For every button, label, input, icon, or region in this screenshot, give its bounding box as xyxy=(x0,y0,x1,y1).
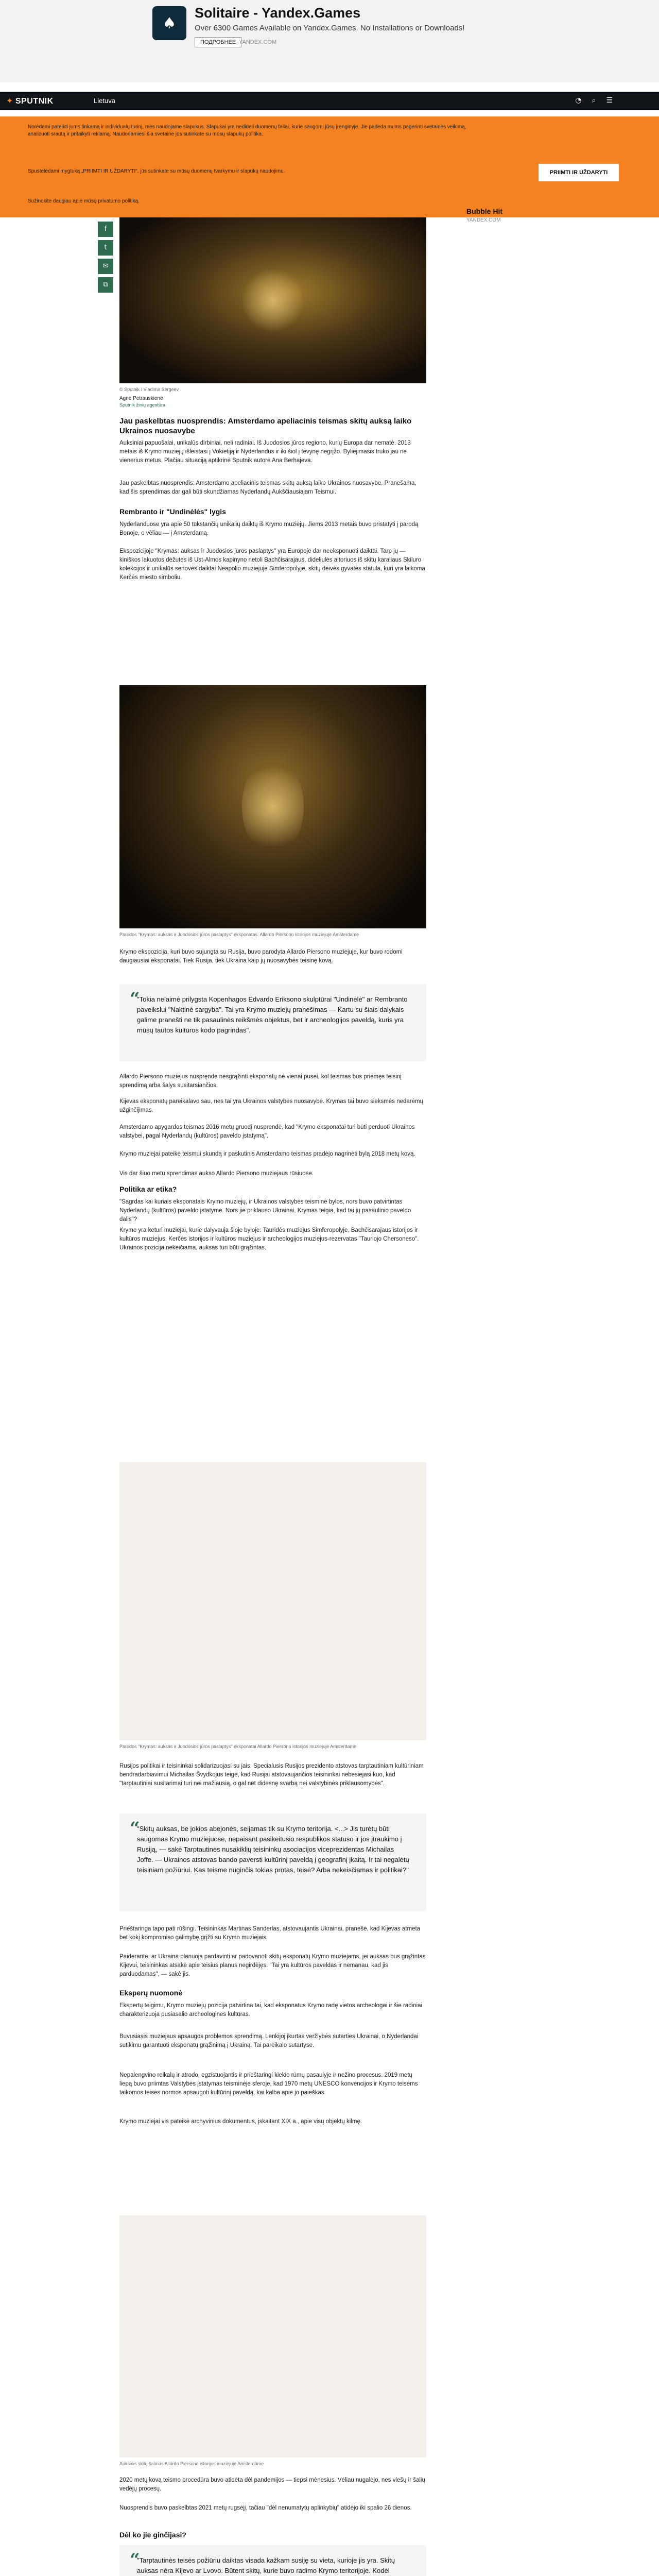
paragraph-17: Buvusiasis muziejaus apsaugos problemos sprendimą. Lenkijoj įkurtas veržlybės sutarties Ukrainai, o Nyderlandai sutikimu garantuoti eksponatų grąžinimą į Ukrainą. Tai pareikalo sutartyse. xyxy=(119,2033,419,2048)
quote-mark-icon: “ xyxy=(130,2550,140,2570)
paragraph-12: Kryme yra keturi muziejai, kurie dalyvauja šioje byloje: Tauridės muziejus Simferopolyje, Bachčisarajaus istorijos ir kultūros muziejus, Kerčės istorijos ir kultūros muziejus ir archeologijos muziejus-rezervatas "Tauriojo Chersoneso". Ukrainos pozicija nekeičiama, auksas turi būti grąžintas. xyxy=(119,1227,419,1251)
section-heading-1: Jau paskelbtas nuosprendis: Amsterdamo apeliacinis teismas skitų auksą laiko Ukrainos nuosavybe xyxy=(119,417,412,435)
ad-banner[interactable] xyxy=(0,0,659,82)
ad-more-button[interactable]: ПОДРОБНЕЕ xyxy=(195,37,241,47)
copy-link-icon[interactable]: ⧉ xyxy=(98,277,113,293)
sidebar-ad[interactable] xyxy=(466,207,559,223)
paragraph-1: Auksiniai papuošalai, unikalūs dirbiniai, neli radiniai. Iš Juodosios jūros regiono, kurių Europa dar nematė. 2013 metais iš Krymo muziejų išleistasi į Vokietiją ir Nyderlandus ir iki šiol į tėvynę negrįžo. Byliėjimasis truko jau ne vienerius metus. Plačiau situaciją aptikrinė Sputnik autorė Ana Berhajeva. xyxy=(119,440,411,464)
section-heading-3: Politika ar etika? xyxy=(119,1185,177,1193)
image-caption-2: Parodos "Krymas: auksas ir Juodosios jūros paslaptys" eksponatas. Allardo Piersono istorijos muziejuje Amsterdame xyxy=(119,932,359,937)
paragraph-20: 2020 metų kovą teismo procedūra buvo atidėta dėl pandemijos — tiepsi mėnesius. Vėliau nugalėjo, nes viešų ir šalių vedėjų procesų. xyxy=(119,2477,425,2492)
paragraph-8: Amsterdamo apygardos teismas 2016 metų gruodį nusprendė, kad "Krymo eksponatai turi būti perduoti Ukrainos valstybei, pagal Nyderlandų (kultūros) paveldo įstatymą". xyxy=(119,1124,415,1139)
paragraph-7: Kijevas eksponatų pareikalavo sau, nes tai yra Ukrainos valstybės nuosavybė. Krymas tai buvo sieksmės nedarėmų užginčijimas. xyxy=(119,1098,423,1113)
article-image-2 xyxy=(119,685,426,928)
bell-icon[interactable]: ◔ xyxy=(575,96,582,105)
paragraph-3: Nyderlanduose yra apie 50 tūkstančių unikalių daiktų iš Krymo muziejų. Jiems 2013 metais buvo pristatyti į parodą Bonoje, o vėliau — į Amsterdamą. xyxy=(119,521,419,536)
paragraph-18: Nepalengvino reikalų ir atrodo, egzistuojantis ir prieštaringi kiekio rūmų pasaulyje ir nežino procesus. 2019 metų liepą buvo priimtas Valstybės įstatymas teisminėje sferoje, kad 1970 metų UNESCO konvencijos ir Krymo teisėms taikomos teisės normos apsaugoti kultūrinį paveldą, kai kalba apie jo paieškas. xyxy=(119,2072,418,2096)
solitaire-card-icon: ♠ xyxy=(152,6,186,40)
top-nav xyxy=(0,92,659,110)
paragraph-19: Krymo muziejai vis pateikė archyvinius dokumentus, įskaitant XIX a., apie visų objektų kilmę. xyxy=(119,2119,362,2125)
paragraph-2: Jau paskelbtas nuosprendis: Amsterdamo apeliacinis teismas skitų auksą laiko Ukrainos nuosavybe. Pranešama, kad šis sprendimas dar gali būti skundžiamas Nyderlandų Aukščiausiajam Teismui. xyxy=(119,480,417,495)
ad-title[interactable]: Solitaire - Yandex.Games xyxy=(195,5,361,21)
quote-text-2: "Skitų auksas, be jokios abejonės, seijamas tik su Krymo teritorija. <...> Jis turėtų būti saugomas Krymo muziejuose, nepaisant pasikeitusio respublikos statuso ir jos įtraukimo į Rusiją, — sakė Tarptautinės nusakiklių teisininkų asociacijos viceprezidentas Michailas Joffe. — Ukrainos atstovas bando paversti kultūrinį paveldą į geografinį įkaitą. Ir tai negalėtų teisiniam požiūriui. Kas teisme nuginčis tokias protas, teisė? Arba nekeisčiamas ir politikai?" xyxy=(137,1825,409,1874)
sidebar-ad-title[interactable]: Bubble Hit xyxy=(466,207,502,215)
quote-block-3 xyxy=(119,2545,426,2576)
menu-icon[interactable]: ☰ xyxy=(606,96,613,105)
image-caption-4: Auksinis skitų šalmas Allardo Piersono istorijos muziejuje Amsterdame xyxy=(119,2461,264,2466)
paragraph-11: "Sagrdas kai kuriais eksponatais Krymo muziejų, ir Ukrainos valstybės teisminė bylos, nors buvo patvirtintas Nyderlandų (kultūros) paveldo įstatyme. Nors jie priklauso Ukrainai, Krymas teigia, kad tai jų pasaulinio paveldo dalis"? xyxy=(119,1199,411,1223)
sidebar-ad-url[interactable]: YANDEX.COM xyxy=(466,217,501,223)
cookie-text-2: Spustelėdami mygtuką „PRIIMTI IR UŽDARYTI“, jūs sutinkate su mūsų duomenų tvarkymu ir slapukų naudojimu. xyxy=(28,168,285,174)
section-heading-5: Dėl ko jie ginčijasi? xyxy=(119,2531,186,2539)
ad-url[interactable]: YANDEX.COM xyxy=(239,39,277,45)
article-image-1 xyxy=(119,217,426,383)
quote-block-2 xyxy=(119,1814,426,1911)
site-logo[interactable]: ✦ SPUTNIK xyxy=(6,97,54,106)
quote-mark-icon: “ xyxy=(130,989,140,1009)
paragraph-9: Krymo muziejai pateikė teismui skundą ir paskutinis Amsterdamo teismas pradėjo nagrinėti bylą 2018 metų kovą. xyxy=(119,1151,415,1157)
cookie-notice xyxy=(0,116,659,217)
paragraph-10: Vis dar šiuo metu sprendimas aukso Allardo Piersono muziejaus rūsiuose. xyxy=(119,1171,314,1177)
section-heading-4: Eksperų nuomonė xyxy=(119,1989,183,1997)
section-heading-2: Rembranto ir "Undinėlės" lygis xyxy=(119,507,226,516)
nav-icons xyxy=(575,96,613,105)
share-bar xyxy=(98,222,113,296)
quote-mark-icon: “ xyxy=(130,1818,140,1839)
sputnik-logo-icon: ✦ xyxy=(6,97,13,106)
paragraph-5: Krymo ekspozicija, kuri buvo sujungta su Rusija, buvo parodyta Allardo Piersono muziejuje, kur buvo rodomi daugiausiai eksponatai. Tiek Rusija, tiek Ukraina kaip jų nuosavybės teisinę kovą. xyxy=(119,949,403,964)
accept-cookies-button[interactable]: PRIIMTI IR UŽDARYTI xyxy=(539,164,619,181)
quote-text-3: "Tarptautinės teisės požiūriu daiktas visada kažkam susiję su vieta, kurioje jis yra. Skitų auksas nėra Kijevo ar Lvovo. Būtent skitų, kurie buvo radimo Krymo teritorijoje. Kodėl xyxy=(137,2556,395,2574)
search-icon[interactable]: ⌕ xyxy=(592,96,596,105)
paragraph-13: Rusijos politikai ir teisininkai solidarizuojasi su jais. Specialusis Rusijos prezidento atstovas tarptautiniam kultūriniam bendradarbiavimui Michailas Švydkojus teigė, kad Rusijai atstovaujančios teisininkai nebesiejasi kuo, kad "tarptautiniai susitarimai turi nei mažiausią, o gal net didesnę svarbą nei valstybinės priklausomybės". xyxy=(119,1763,424,1787)
paragraph-21: Nuosprendis buvo paskelbtas 2021 metų rugsėjį, tačiau "dėl nenumatytų aplinkybių" atidėjo iki spalio 26 dienos. xyxy=(119,2505,412,2511)
paragraph-14: Prieštaringa tapo pati rūšingi. Teisininkas Martinas Sanderlas, atstovaujantis Ukrainai, pranešė, kad Kijevas atmeta bet kokį kompromiso galimybę grįžti su Krymo muziejais. xyxy=(119,1926,421,1941)
article-image-3 xyxy=(119,1462,426,1740)
cookie-text-1: Norėdami pateikti jums tinkamą ir individualų turinį, mes naudojame slapukus. Slapukai yra nedideli duomenų failai, kurie saugomi jūsų įrenginyje. Jie padeda mums pagerinti svetainės veikimą, analizuoti srautą ir pritaikyti reklamą. Naudodamiesi šia svetaine jūs sutinkate su mūsų slapukų politika. xyxy=(28,124,466,137)
cookie-privacy-link[interactable]: Sužinokite daugiau apie mūsų privatumo politiką. xyxy=(28,198,140,204)
twitter-share-icon[interactable]: t xyxy=(98,240,113,256)
author-block[interactable]: Agnė Petrauskienė Sputnik žinių agentūra xyxy=(119,396,166,408)
image-caption-1: © Sputnik / Vladimir Sergeev xyxy=(119,387,179,392)
paragraph-16: Ekspertų teigimu, Krymo muziejų pozicija patvirtina tai, kad eksponatus Krymo radę vietos archeologai ir šie radiniai charakterizuoja pusiasalio archeologines kultūras. xyxy=(119,2003,423,2018)
paragraph-6: Allardo Piersono muziejus nuspręndė nesgrąžinti eksponatų nė vienai pusei, kol teismas bus priėmęs teisinį sprendimą arba šalys susitarsiančios. xyxy=(119,1074,402,1089)
quote-text-1: "Tokia nelaimė prilygsta Kopenhagos Edvardo Eriksono skulptūrai "Undinėlė" ar Rembranto paveikslui "Naktinė sargyba". Tai yra Krymo muziejų pranešimas — Kartu su šiais dalykais galime pranešti ne tik pasaulinės reikšmės objektus, bet ir archeologijos paveldą, kuris yra mūsų tautos kultūros kodo pagrindas". xyxy=(137,995,408,1034)
ad-subtitle: Over 6300 Games Available on Yandex.Games. No Installations or Downloads! xyxy=(195,24,465,32)
quote-block-1 xyxy=(119,984,426,1061)
facebook-share-icon[interactable]: f xyxy=(98,222,113,237)
article-image-4 xyxy=(119,2215,426,2458)
paragraph-15: Paiderante, ar Ukraina planuoja pardavinti ar padovanoti skitų eksponatų Krymo muziejams, jei auksas bus grąžintas Kijevui, teisininkas atsakė apie teisius planus negirdėjęs. "Tai yra kultūros paveldas ir nemanau, kad jis parduodamas", — sakė jis. xyxy=(119,1954,426,1977)
image-caption-3: Parodos "Krymas: auksas ir Juodosios jūros paslaptys" eksponatai Allardo Piersono istorijos muziejuje Amsterdame xyxy=(119,1744,357,1749)
email-share-icon[interactable]: ✉ xyxy=(98,259,113,274)
language-selector[interactable]: Lietuva xyxy=(94,97,115,105)
paragraph-4: Ekspozicijoje "Krymas: auksas ir Juodosios jūros paslaptys" yra Europoje dar neeksponuoti daiktai. Tarp jų — kiniškos lakuotos dėžutės iš Ust-Almos kapinyno netoli Bachčisarajaus, dideliulės altoriuos iš skitų karaliaus Skiluro kolekcijos ir unikalūs senovės daiktai Neapolio muziejuje Simferopolyje, skitų deivės gyvatės statula, kuri yra laikoma Kerčės miesto simboliu. xyxy=(119,548,425,581)
